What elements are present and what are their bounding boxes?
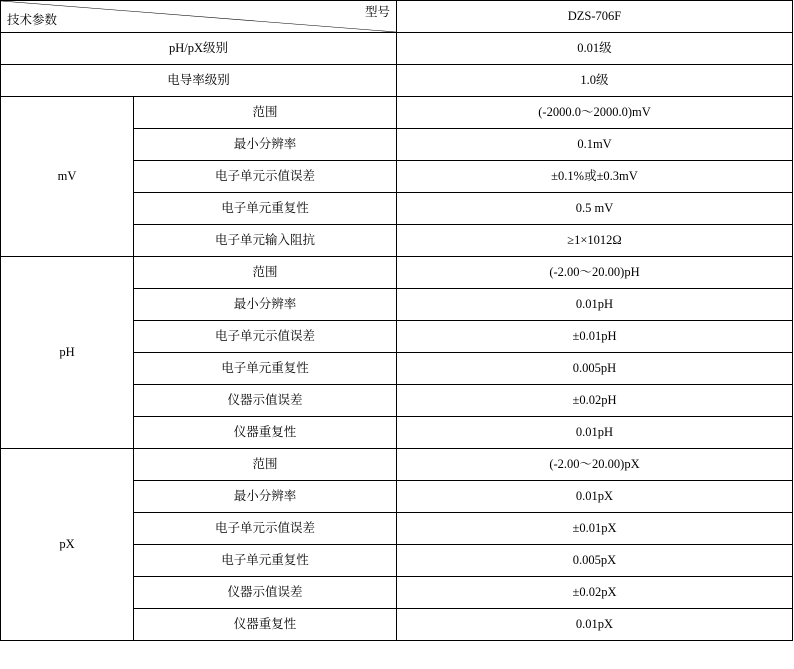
table-row xyxy=(1,449,793,481)
param-value: (-2.00～20.00)pH xyxy=(397,257,793,289)
param-label: pH/pX级别 xyxy=(1,33,397,65)
param-value: 0.1mV xyxy=(397,129,793,161)
header-diagonal-cell xyxy=(1,1,397,33)
table-row xyxy=(1,97,793,129)
param-value: 0.01级 xyxy=(397,33,793,65)
param-label: 仪器重复性 xyxy=(134,417,397,449)
param-value: (-2.00～20.00)pX xyxy=(397,449,793,481)
param-label: 电子单元示值误差 xyxy=(134,321,397,353)
param-label: 电子单元示值误差 xyxy=(134,513,397,545)
param-label: 电子单元重复性 xyxy=(134,353,397,385)
group-label-ph: pH xyxy=(1,257,134,449)
table-row xyxy=(1,257,793,289)
param-value: (-2000.0～2000.0)mV xyxy=(397,97,793,129)
param-value: ≥1×1012Ω xyxy=(397,225,793,257)
param-label: 电子单元重复性 xyxy=(134,193,397,225)
header-model-value: DZS-706F xyxy=(397,1,793,33)
group-label-mv: mV xyxy=(1,97,134,257)
group-label-px: pX xyxy=(1,449,134,641)
param-label: 仪器示值误差 xyxy=(134,577,397,609)
param-value: ±0.1%或±0.3mV xyxy=(397,161,793,193)
table-row xyxy=(1,33,793,65)
param-value: 1.0级 xyxy=(397,65,793,97)
param-label: 最小分辨率 xyxy=(134,289,397,321)
param-value: ±0.02pX xyxy=(397,577,793,609)
table-header-row xyxy=(1,1,793,33)
param-value: 0.01pX xyxy=(397,609,793,641)
param-label: 范围 xyxy=(134,449,397,481)
param-value: 0.01pX xyxy=(397,481,793,513)
header-model-label: 型号 xyxy=(364,5,390,19)
param-value: ±0.01pH xyxy=(397,321,793,353)
param-value: ±0.01pX xyxy=(397,513,793,545)
param-value: 0.005pX xyxy=(397,545,793,577)
table-row xyxy=(1,65,793,97)
param-value: 0.005pH xyxy=(397,353,793,385)
param-label: 电子单元重复性 xyxy=(134,545,397,577)
param-label: 电导率级别 xyxy=(1,65,397,97)
param-label: 范围 xyxy=(134,257,397,289)
diagonal-divider-icon xyxy=(1,1,396,32)
param-value: 0.01pH xyxy=(397,417,793,449)
param-value: ±0.02pH xyxy=(397,385,793,417)
param-value: 0.5 mV xyxy=(397,193,793,225)
param-label: 仪器重复性 xyxy=(134,609,397,641)
param-label: 电子单元示值误差 xyxy=(134,161,397,193)
param-label: 最小分辨率 xyxy=(134,481,397,513)
param-label: 范围 xyxy=(134,97,397,129)
param-label: 最小分辨率 xyxy=(134,129,397,161)
param-label: 仪器示值误差 xyxy=(134,385,397,417)
param-label: 电子单元输入阻抗 xyxy=(134,225,397,257)
header-param-label: 技术参数 xyxy=(7,12,58,27)
param-value: 0.01pH xyxy=(397,289,793,321)
